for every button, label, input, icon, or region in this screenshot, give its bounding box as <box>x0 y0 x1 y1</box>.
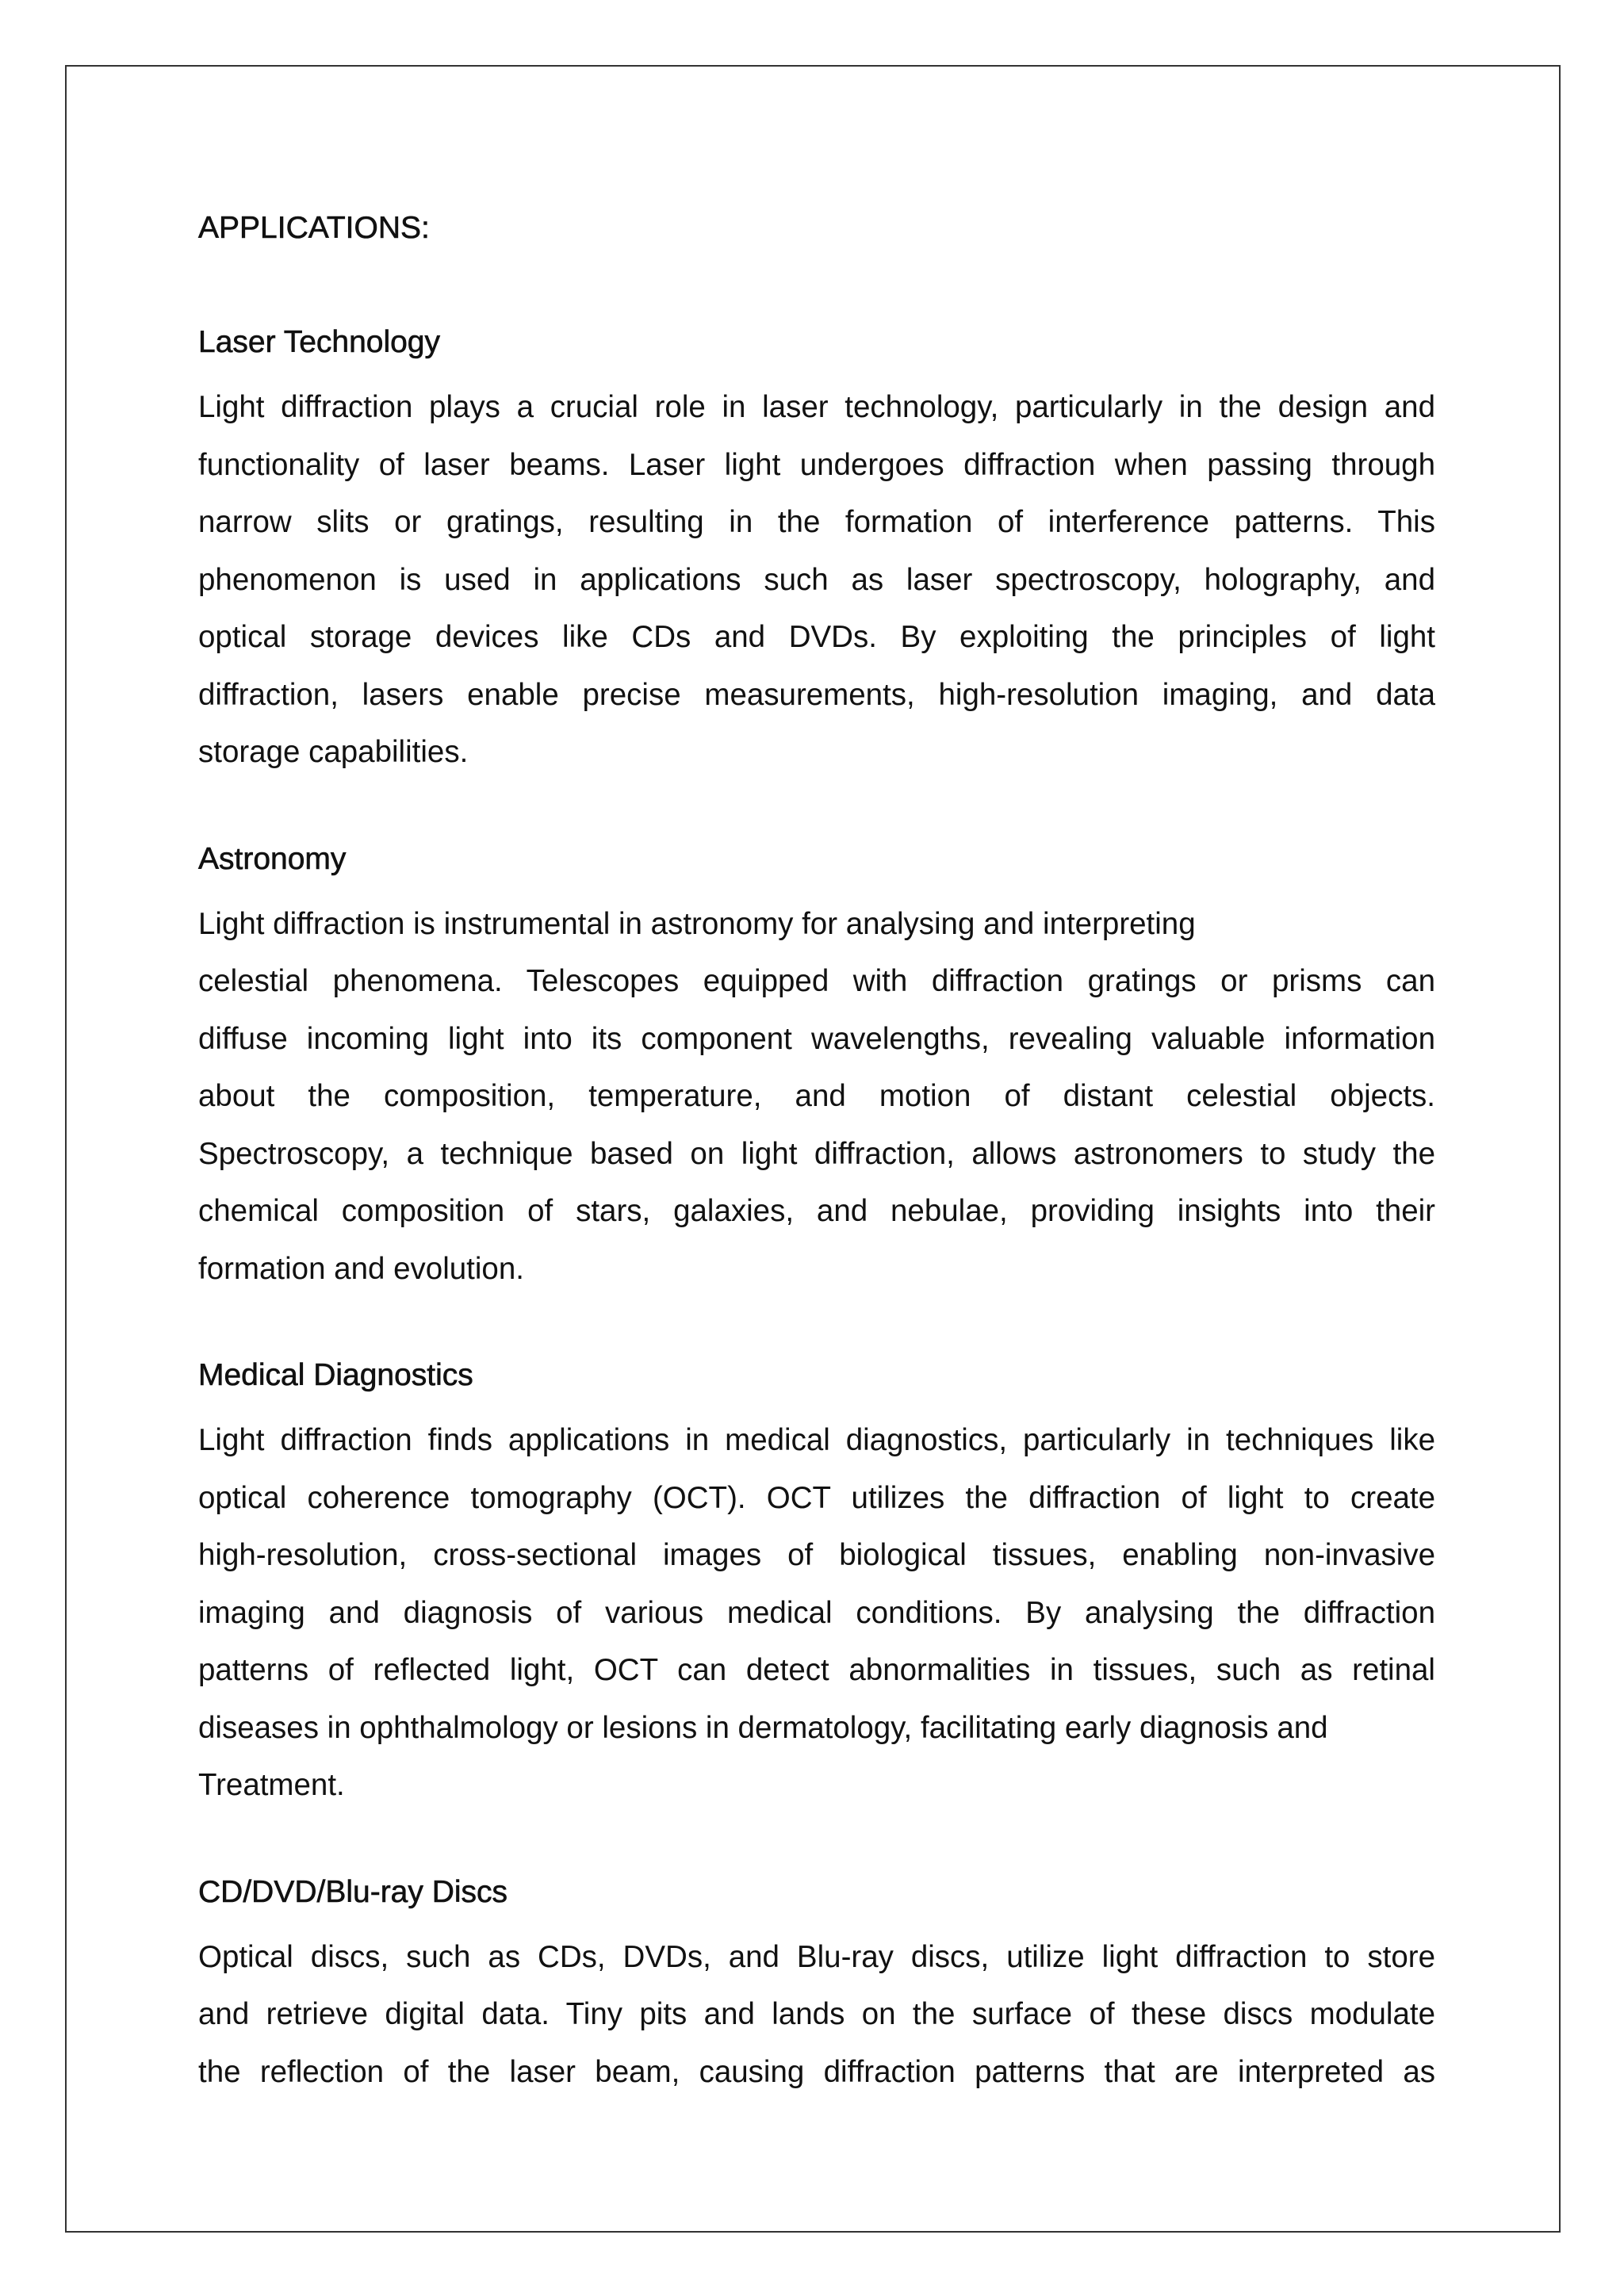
paragraph-line: phenomenon is used in applications such as laser spectroscopy, holography, and <box>198 562 1435 597</box>
paragraph-line: narrow slits or gratings, resulting in the formation of interference patterns. This <box>198 505 1435 539</box>
section-heading: CD/DVD/Blu-ray Discs <box>198 1874 508 1909</box>
paragraph-line: and retrieve digital data. Tiny pits and lands on the surface of these discs modulate <box>198 1997 1435 2031</box>
paragraph-line: celestial phenomena. Telescopes equipped with diffraction gratings or prisms can <box>198 964 1435 998</box>
paragraph-line: high-resolution, cross-sectional images of biological tissues, enabling non-invasive <box>198 1538 1435 1572</box>
section-paragraph <box>198 379 1435 782</box>
section-paragraph <box>198 896 1435 1299</box>
paragraph-line: chemical composition of stars, galaxies, and nebulae, providing insights into their <box>198 1194 1435 1228</box>
paragraph-line: diseases in ophthalmology or lesions in dermatology, facilitating early diagnosis and <box>198 1710 1328 1745</box>
paragraph-line: Treatment. <box>198 1768 345 1802</box>
paragraph-line: patterns of reflected light, OCT can detect abnormalities in tissues, such as retinal <box>198 1653 1435 1687</box>
section-laser-technology <box>198 322 1435 782</box>
page-title: APPLICATIONS: <box>198 211 430 245</box>
paragraph-line: optical coherence tomography (OCT). OCT utilizes the diffraction of light to create <box>198 1480 1435 1515</box>
section-heading: Medical Diagnostics <box>198 1358 473 1392</box>
paragraph-line: Spectroscopy, a technique based on light diffraction, allows astronomers to study the <box>198 1136 1435 1171</box>
paragraph-line: Light diffraction is instrumental in astronomy for analysing and interpreting <box>198 906 1196 941</box>
paragraph-line: diffraction, lasers enable precise measurements, high-resolution imaging, and data <box>198 677 1435 712</box>
paragraph-line: optical storage devices like CDs and DVDs. By exploiting the principles of light <box>198 620 1435 654</box>
section-heading: Laser Technology <box>198 325 440 359</box>
paragraph-line: storage capabilities. <box>198 735 469 769</box>
document-content <box>198 208 1435 2158</box>
section-astronomy <box>198 839 1435 1299</box>
paragraph-line: Optical discs, such as CDs, DVDs, and Blu-ray discs, utilize light diffraction to store <box>198 1939 1435 1974</box>
section-cd-dvd-bluray <box>198 1872 1435 2102</box>
section-paragraph <box>198 1929 1435 2102</box>
paragraph-line: imaging and diagnosis of various medical conditions. By analysing the diffraction <box>198 1595 1435 1630</box>
paragraph-line: about the composition, temperature, and motion of distant celestial objects. <box>198 1079 1435 1113</box>
paragraph-line: functionality of laser beams. Laser light undergoes diffraction when passing through <box>198 447 1435 482</box>
paragraph-line: diffuse incoming light into its component wavelengths, revealing valuable information <box>198 1021 1435 1056</box>
paragraph-line: formation and evolution. <box>198 1251 524 1286</box>
section-heading: Astronomy <box>198 841 347 876</box>
section-medical-diagnostics <box>198 1355 1435 1815</box>
paragraph-line: Light diffraction plays a crucial role in laser technology, particularly in the design and <box>198 390 1435 424</box>
paragraph-line: Light diffraction finds applications in medical diagnostics, particularly in techniques like <box>198 1423 1435 1457</box>
paragraph-line: the reflection of the laser beam, causing diffraction patterns that are interpreted as <box>198 2054 1435 2089</box>
section-paragraph <box>198 1412 1435 1815</box>
